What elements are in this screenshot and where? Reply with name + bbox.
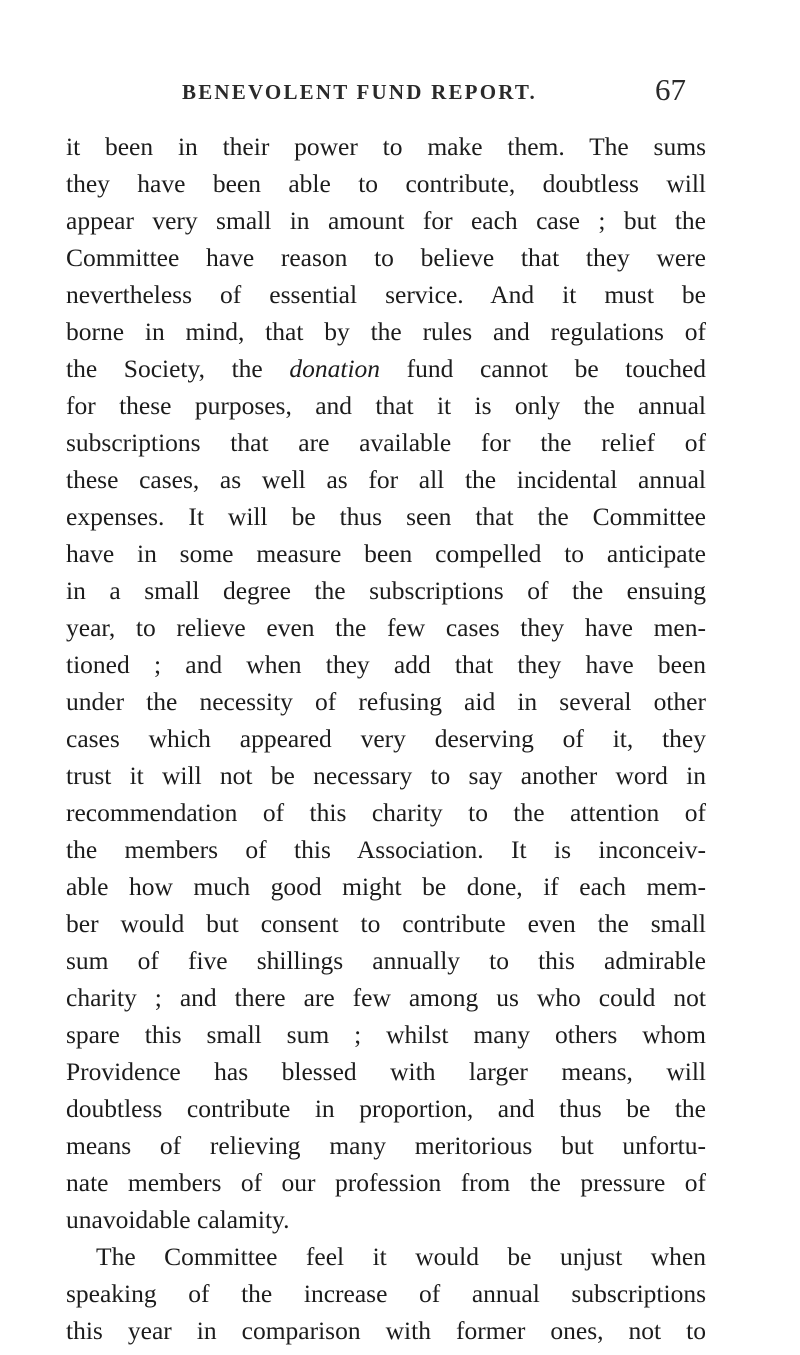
italic-emphasis: donation [289,354,381,383]
text-line: recommendation of this charity to the attention of [66,798,706,827]
text-line: spare this small sum ; whilst many others whom [66,1020,706,1049]
text-line: in a small degree the subscriptions of the ensuing [66,576,706,605]
text-line: it been in their power to make them. The sums [66,132,706,161]
text-line: the members of this Association. It is inconceiv- [66,835,706,864]
text-line: this year in comparison with former ones, not to [66,1316,706,1345]
text-line: Committee have reason to believe that they were [66,243,706,272]
text-line: nate members of our profession from the pressure of [66,1168,706,1197]
text-line: under the necessity of refusing aid in several other [66,687,706,716]
text-line: year, to relieve even the few cases they have men- [66,613,706,642]
text-line: expenses. It will be thus seen that the Committee [66,502,706,531]
text-segment: the Society, the [66,354,263,383]
running-head: BENEVOLENT FUND REPORT. [182,80,537,104]
body-text [66,128,706,1349]
text-line: unavoidable calamity. [66,1205,290,1234]
text-line: able how much good might be done, if each mem- [66,872,706,901]
text-line: they have been able to contribute, doubtless will [66,169,706,198]
text-line: ber would but consent to contribute even the small [66,909,706,938]
text-line: The Committee feel it would be unjust when [96,1242,706,1271]
text-line: appear very small in amount for each case ; but the [66,206,706,235]
text-line: doubtless contribute in proportion, and thus be the [66,1094,706,1123]
text-line: have in some measure been compelled to anticipate [66,539,706,568]
text-line: means of relieving many meritorious but unfortu- [66,1131,706,1160]
text-line: trust it will not be necessary to say another word in [66,761,706,790]
text-line: borne in mind, that by the rules and regulations of [66,317,706,346]
text-line: for these purposes, and that it is only the annual [66,391,706,420]
text-line: tioned ; and when they add that they have been [66,650,706,679]
text-line: sum of five shillings annually to this admirable [66,946,706,975]
text-segment: fund cannot be touched [406,354,707,383]
text-line [66,350,706,387]
text-line: charity ; and there are few among us who could not [66,983,706,1012]
text-line: these cases, as well as for all the incidental annual [66,465,706,494]
text-line: subscriptions that are available for the relief of [66,428,706,457]
page-number: 67 [655,72,686,107]
text-line: speaking of the increase of annual subscriptions [66,1279,706,1308]
text-line: Providence has blessed with larger means, will [66,1057,706,1086]
text-line: cases which appeared very deserving of it, they [66,724,706,753]
text-line: nevertheless of essential service. And it must be [66,280,706,309]
